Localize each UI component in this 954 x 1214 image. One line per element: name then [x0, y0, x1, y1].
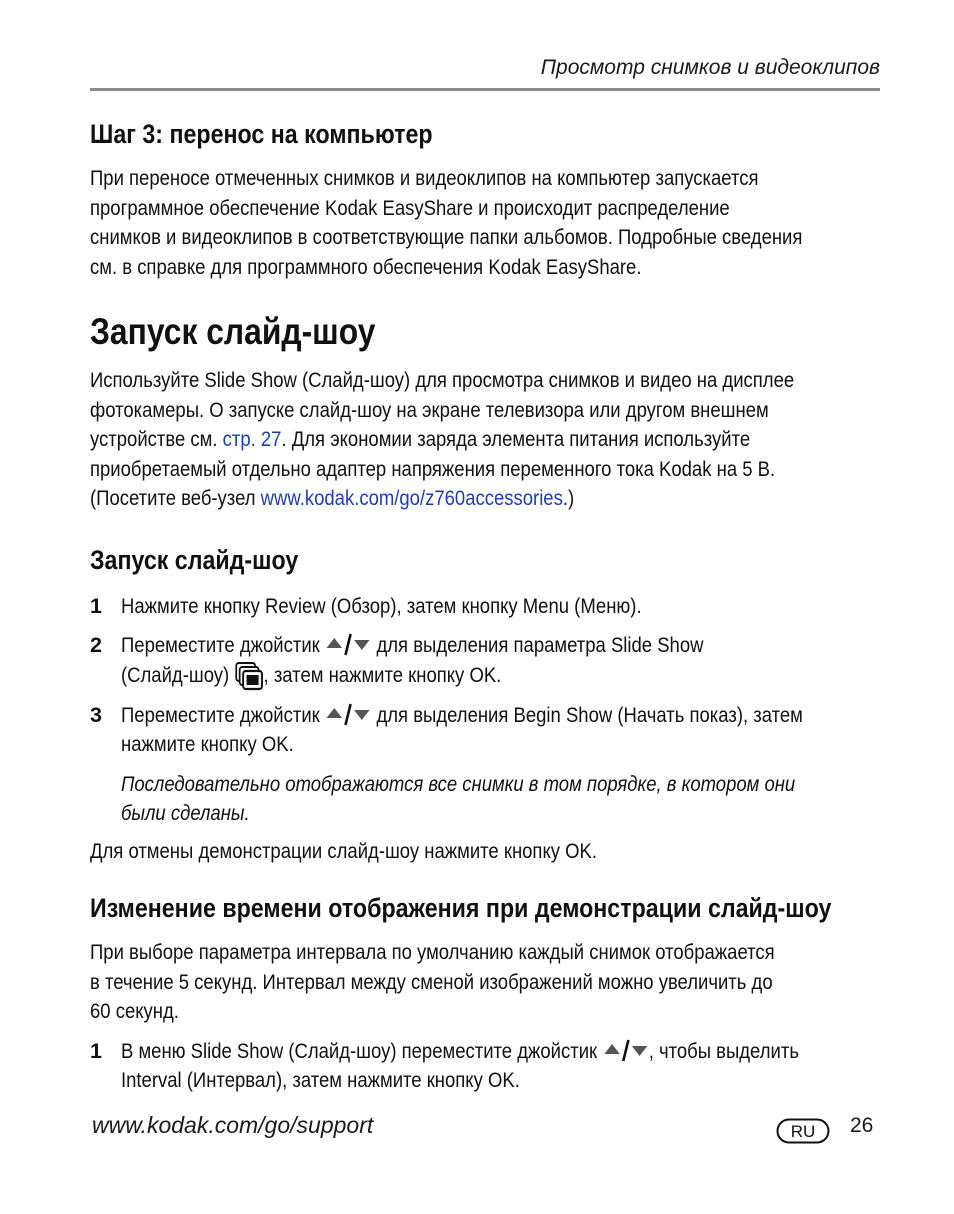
step3-line: При переносе отмеченных снимков и видеоклипов на компьютер запускается — [90, 166, 759, 190]
running-header: Просмотр снимков и видеоклипов — [540, 56, 880, 79]
list-number: 1 — [90, 1038, 102, 1063]
header-divider — [90, 88, 880, 91]
list-item: 3 Переместите джойстик для выделения Begin Show (Начать показ), затем нажмите кнопку OK. — [90, 702, 803, 756]
accessories-link[interactable]: www.kodak.com/go/z760accessories — [260, 486, 563, 510]
page-content — [90, 116, 880, 1096]
result-note: Последовательно отображаются все снимки в том порядке, в котором они были сделаны. — [121, 771, 796, 825]
list-item: 1 Нажмите кнопку Review (Обзор), затем кнопку Menu (Меню). — [90, 592, 880, 622]
step3-line: см. в справке для программного обеспечения Kodak EasyShare. — [90, 254, 642, 279]
joystick-up-down-icon — [325, 702, 371, 726]
page-27-link[interactable]: стр. 27 — [222, 427, 282, 451]
language-code: RU — [790, 1122, 816, 1141]
slideshow-title: Запуск слайд-шоу — [90, 311, 376, 352]
list-item: 2 Переместите джойстик для выделения параметра Slide Show (Слайд-шоу) , затем нажмите кнопку OK. — [90, 631, 880, 691]
step3-line: программное обеспечение Kodak EasyShare и происходит распределение — [90, 195, 730, 220]
slideshow-intro: Используйте Slide Show (Слайд-шоу) для просмотра снимков и видео на дисплее фотокамеры. О запуске слайд-шоу на экране телевизора или другом внешнем устройстве см. стр. 27. Для экономии заряда элемента питания используйте приобретаемый отдельно адаптер напряжения переменного тока Kodak на 5 В. (Посетите веб-узел www.kodak.com/go/z760accessories.) — [90, 368, 795, 510]
step3-paragraph — [90, 164, 880, 282]
cancel-note: Для отмены демонстрации слайд-шоу нажмите кнопку OK. — [90, 838, 597, 863]
slideshow-icon — [234, 661, 263, 691]
page-number: 26 — [850, 1114, 874, 1137]
list-item: 1 В меню Slide Show (Слайд-шоу) переместите джойстик , чтобы выделить Interval (Интервал), затем нажмите кнопку OK. — [90, 1038, 799, 1092]
list-number: 2 — [90, 633, 102, 657]
interval-heading: Изменение времени отображения при демонстрации слайд-шоу — [90, 893, 832, 923]
support-url[interactable]: www.kodak.com/go/support — [92, 1112, 374, 1138]
step3-heading: Шаг 3: перенос на компьютер — [90, 119, 433, 149]
start-heading: Запуск слайд-шоу — [90, 544, 299, 575]
ru-badge-icon — [776, 1118, 830, 1144]
joystick-up-down-icon — [602, 1038, 648, 1062]
joystick-up-down-icon — [325, 632, 371, 656]
list-number: 1 — [90, 593, 102, 618]
list-number: 3 — [90, 702, 102, 727]
step3-line: снимков и видеоклипов в соответствующие папки альбомов. Подробные сведения — [90, 225, 803, 249]
interval-paragraph: При выборе параметра интервала по умолчанию каждый снимок отображается в течение 5 секунд. Интервал между сменой изображений можно увеличить до 60 секунд. — [90, 940, 775, 1023]
